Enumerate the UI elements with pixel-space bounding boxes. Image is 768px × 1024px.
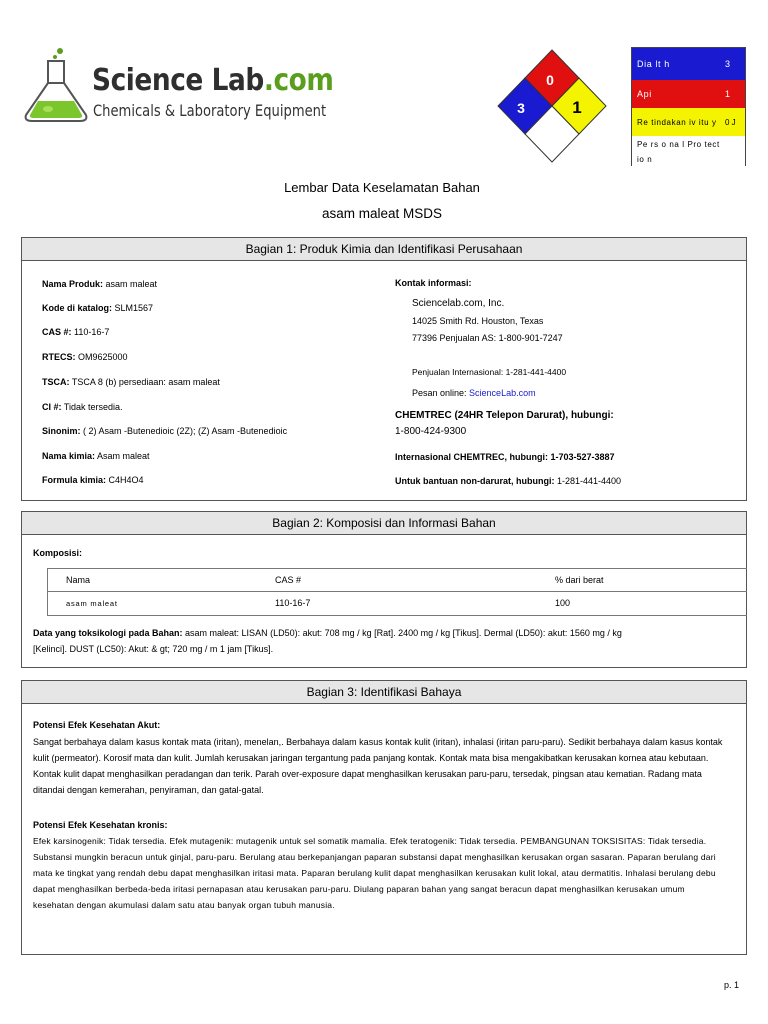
hmis-health-row <box>632 48 745 80</box>
product-info-item: Kode di katalog: SLM1567 <box>42 303 154 313</box>
hmis-panel <box>631 47 746 166</box>
chronic-effects-label: Potensi Efek Kesehatan kronis: <box>33 820 168 830</box>
toxicology-data-cont: [Kelinci]. DUST (LC50): Akut: & gt; 720 mg / m 1 jam [Tikus]. <box>33 644 274 654</box>
logo-wordmark: Science Lab.com <box>92 63 334 98</box>
table-cell: 100 <box>555 598 571 608</box>
document-subtitle: asam maleat MSDS <box>321 206 443 221</box>
hmis-ppe-label: Pe rs o na l Pro tect io n <box>637 140 720 164</box>
column-header: Nama <box>66 575 91 585</box>
section-3-heading: Bagian 3: Identifikasi Bahaya <box>22 681 746 704</box>
logo-tagline: Chemicals & Laboratory Equipment <box>93 101 327 120</box>
product-info-item: CI #: Tidak tersedia. <box>42 402 123 412</box>
intl-chemtrec: Internasional CHEMTREC, hubungi: 1-703-527-3887 <box>395 452 615 462</box>
intl-sales-phone: Penjualan Internasional: 1-281-441-4400 <box>412 367 567 377</box>
column-header: % dari berat <box>555 575 604 585</box>
toxicology-data: Data yang toksikologi pada Bahan: asam maleat: LISAN (LD50): akut: 708 mg / kg [Rat]. 2400 mg / kg [Tikus]. Dermal (LD50): akut: 1560 mg / kg <box>33 628 622 638</box>
product-info-item: Sinonim: ( 2) Asam -Butenedioic (2Z); (Z) Asam -Butenedioic <box>42 426 288 436</box>
hmis-fire-label: Api <box>637 89 652 99</box>
komposisi-label: Komposisi: <box>33 548 83 558</box>
us-sales-phone: 77396 Penjualan AS: 1-800-901-7247 <box>412 333 563 343</box>
section-1-heading: Bagian 1: Produk Kimia dan Identifikasi Perusahaan <box>22 238 746 261</box>
hmis-health-label: Dia lt h <box>637 59 670 69</box>
product-info-item: Formula kimia: C4H4O4 <box>42 475 144 485</box>
composition-table <box>47 568 747 616</box>
acute-effects-text: Sangat berbahaya dalam kasus kontak mata (iritan), menelan,. Berbahaya dalam kasus kontak kulit (iritan), inhalasi (iritan paru-paru). Sedikit berbahaya dalam kasus kontak kulit (permeator). Korosif mata dan kulit. Jumlah kerusakan jaringan tergantung pada panjang kontak. Kontak mata bisa mengakibatkan kerusakan kornea atau kebutaan. Kontak kulit dapat menghasilkan peradangan dan terik. Parah over-exposure dapat menghasilkan kerusakan paru-paru, tersedak, pingsan atau kematian. Radang mata ditandai dengan kemerahan, penyiraman, dan gatal-gatal. <box>33 737 723 795</box>
nfpa-health: 3 <box>517 100 525 116</box>
section-2-heading: Bagian 2: Komposisi dan Informasi Bahan <box>22 512 746 535</box>
product-info-item: RTECS: OM9625000 <box>42 352 128 362</box>
flask-icon <box>20 45 90 125</box>
hmis-reactivity-label: Re tindakan iv itu y <box>637 117 717 127</box>
product-info-item: TSCA: TSCA 8 (b) persediaan: asam maleat <box>42 377 220 387</box>
product-info-item: CAS #: 110-16-7 <box>42 327 110 337</box>
nfpa-reactivity: 1 <box>572 98 582 117</box>
chronic-effects-text: Efek karsinogenik: Tidak tersedia. Efek mutagenik: mutagenik untuk sel somatik mamalia. Efek teratogenik: Tidak tersedia. PEMBANGUNAN TOKSISITAS: Tidak tersedia. Substansi mungkin beracun untuk ginjal, paru-paru. Berulang atau berkepanjangan paparan substansi dapat menghasilkan kerusakan organ sasaran. Paparan berulang dari mata ke tingkat yang rendah debu dapat menghasilkan iritasi mata. Paparan berulang kulit dapat menghasilkan kerusakan kulit lokal, atau dermatitis. Inhalasi berulang debu dapat menghasilkan berbeda-beda iritasi pernapasan atau kerusakan paru-paru. Diulang paparan bahan yang sangat beracun dapat menghasilkan kerusakan umum kesehatan dengan akumulasi dalam satu atau banyak organ tubuh manusia. <box>33 836 716 910</box>
order-online: Pesan online: ScienceLab.com <box>412 388 536 398</box>
contact-label: Kontak informasi: <box>395 278 472 288</box>
document-title: Lembar Data Keselamatan Bahan <box>284 180 480 195</box>
hmis-fire-value: 1 <box>725 89 731 99</box>
product-info-item: Nama kimia: Asam maleat <box>42 451 150 461</box>
hmis-fire-row <box>632 80 745 108</box>
acute-effects-label: Potensi Efek Kesehatan Akut: <box>33 720 161 730</box>
chemtrec-number: 1-800-424-9300 <box>395 426 467 437</box>
company-name: Sciencelab.com, Inc. <box>412 298 505 309</box>
table-cell: 110-16-7 <box>275 598 311 608</box>
hmis-ppe-row <box>632 136 745 166</box>
hmis-reactivity-row <box>632 108 745 136</box>
nfpa-diamond <box>496 48 608 164</box>
sciencelab-link[interactable]: ScienceLab.com <box>469 388 536 398</box>
hmis-reactivity-value: 0 J <box>725 117 736 127</box>
sciencelab-logo <box>20 45 334 125</box>
table-header <box>48 569 747 592</box>
column-header: CAS # <box>275 575 302 585</box>
chemtrec-label: CHEMTREC (24HR Telepon Darurat), hubungi: <box>395 410 614 421</box>
section-1 <box>21 237 747 501</box>
table-cell: asam maleat <box>66 599 118 608</box>
nfpa-flammability: 0 <box>546 72 554 88</box>
hmis-health-value: 3 <box>725 59 731 69</box>
non-emergency: Untuk bantuan non-darurat, hubungi: 1-281-441-4400 <box>395 476 622 486</box>
page-number: p. 1 <box>723 980 739 990</box>
company-address: 14025 Smith Rd. Houston, Texas <box>412 316 544 326</box>
product-info-item: Nama Produk: asam maleat <box>42 279 158 289</box>
